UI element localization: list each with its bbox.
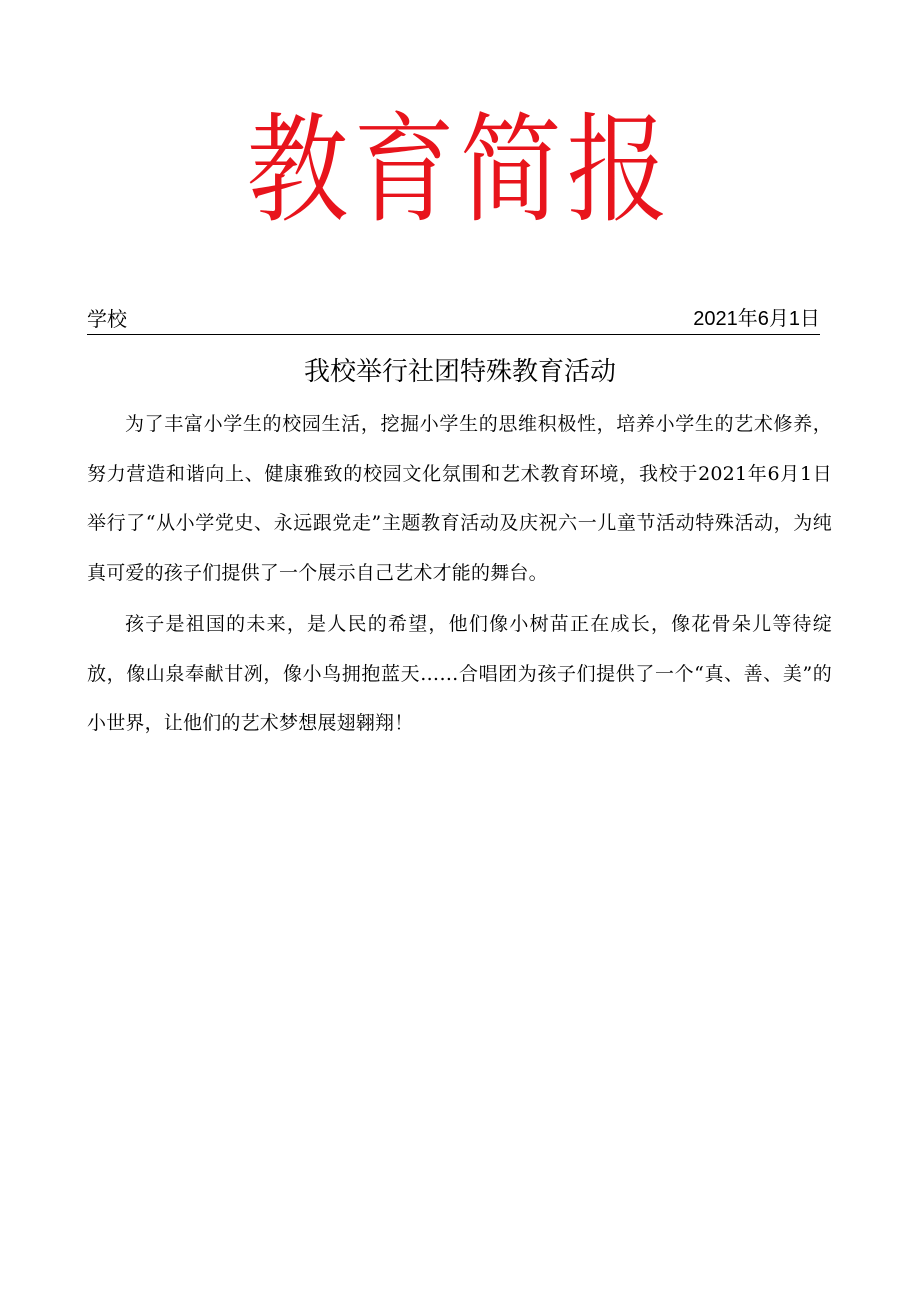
info-line — [87, 304, 820, 335]
article-headline: 我校举行社团特殊教育活动 — [303, 357, 616, 387]
masthead-title: 教育简报 — [246, 101, 674, 239]
article-paragraph-2: 孩子是祖国的未来，是人民的希望，他们像小树苗正在成长，像花骨朵儿等待绽放，像山泉奉献甘冽，像小鸟拥抱蓝天……合唱团为孩子们提供了一个“真、善、美”的小世界，让他们的艺术梦想展翅翱翔！ — [87, 613, 832, 734]
school-label: 学校 — [87, 307, 127, 331]
issue-date: 2021年6月1日 — [693, 308, 820, 330]
article-body — [87, 400, 832, 751]
article-paragraph-1: 为了丰富小学生的校园生活，挖掘小学生的思维积极性，培养小学生的艺术修养，努力营造和谐向上、健康雅致的校园文化氛围和艺术教育环境，我校于2021年6月1日举行了“从小学党史、永远跟党走”主题教育活动及庆祝六一儿童节活动特殊活动，为纯真可爱的孩子们提供了一个展示自己艺术才能的舞台。 — [87, 413, 832, 584]
